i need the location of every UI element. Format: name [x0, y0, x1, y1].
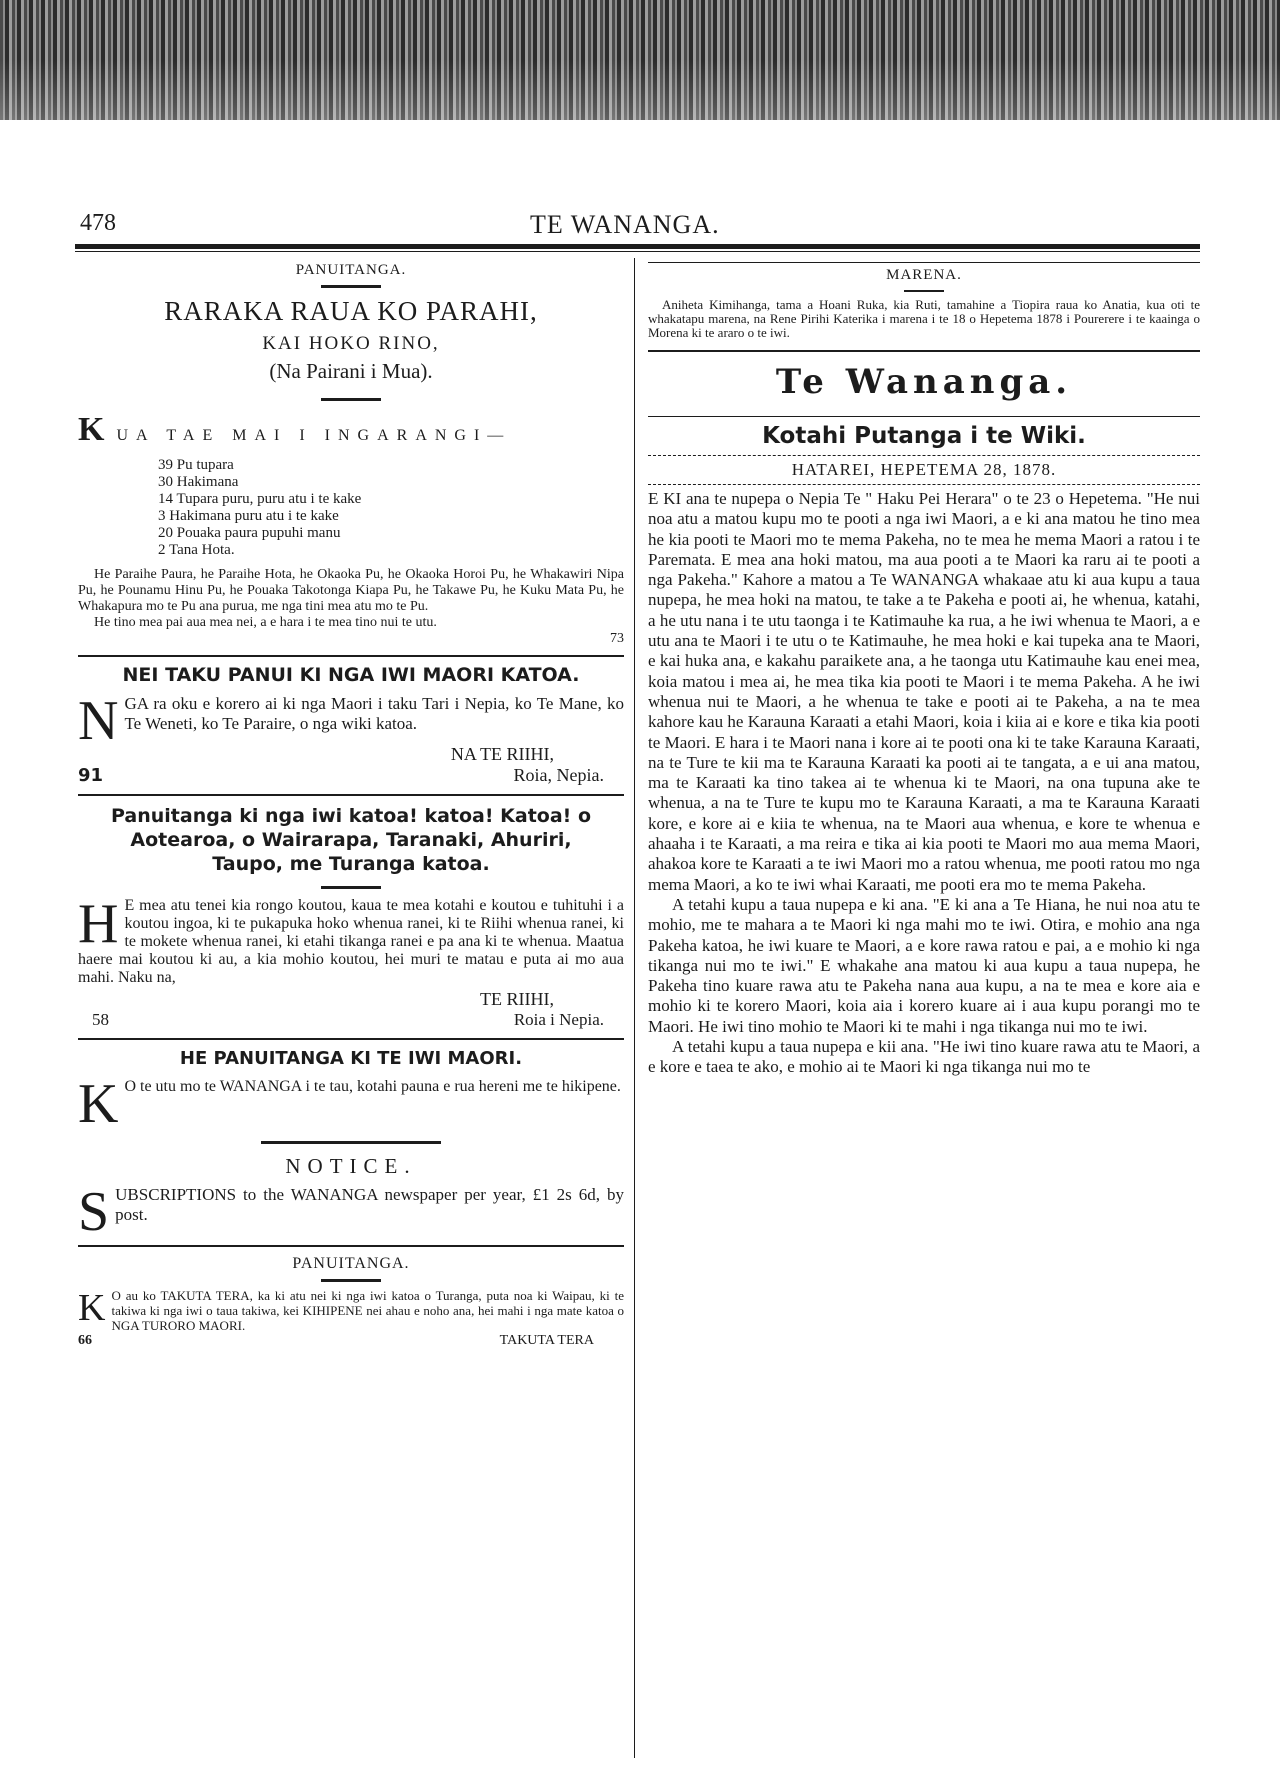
ad-heading: PANUITANGA.: [292, 1255, 410, 1272]
left-column: [78, 262, 624, 1349]
dropcap: S: [78, 1181, 110, 1243]
ad-title: RARAKA RAUA KO PARAHI,: [164, 296, 538, 326]
ad-panuitanga-iwi: [78, 804, 624, 1030]
section-rule: [78, 655, 624, 657]
ad-signer: TE RIIHI,: [480, 989, 554, 1009]
ad-title: HE PANUITANGA KI TE IWI MAORI.: [179, 1048, 523, 1069]
ad-body: He Paraihe Paura, he Paraihe Hota, he Okaoka Pu, he Okaoka Horoi Pu, he Whakawiri Nipa Pu, he Pounamu Hinu Pu, he Pouaka Takotonga Kiapa Pu, he Takawe Pu, he Kuku Mata Pu, he Whakapura mo te Pu ana purua, me nga tini mea atu mo te Pu.: [78, 567, 624, 614]
list-item: 2 Tana Hota.: [158, 542, 235, 558]
dateline: HATAREI, HEPETEMA 28, 1878.: [791, 460, 1057, 479]
divider: [321, 1279, 381, 1282]
ad-heading: PANUITANGA.: [295, 262, 407, 278]
masthead: Te Wananga.: [775, 362, 1073, 402]
ad-place: Roia, Nepia.: [513, 765, 604, 785]
ad-subtitle: KAI HOKO RINO,: [262, 333, 440, 354]
ad-body: GA ra oku e korero ai ki nga Maori i taku Tari i Nepia, ko Te Mane, ko Te Weneti, ko Te Paraire, o nga wiki katoa.: [124, 694, 624, 733]
ad-tail: He tino mea pai aua mea nei, a e hara i te mea tino nui te utu.: [94, 615, 437, 630]
dropcap: K: [78, 1287, 106, 1329]
ad-subtitle-2: (Na Pairani i Mua).: [269, 359, 433, 383]
ad-title: NEI TAKU PANUI KI NGA IWI MAORI KATOA.: [122, 664, 580, 686]
list-item: 30 Hakimana: [158, 474, 239, 490]
list-item: 20 Pouaka paura pupuhi manu: [158, 525, 341, 541]
divider: [321, 398, 381, 401]
marena-body: Aniheta Kimihanga, tama a Hoani Ruka, kia Ruti, tamahine a Tiopira raua ko Anatia, kua oti te whakatapu marena, na Rene Pirihi Katerika i marena i te 18 o Hepetema 1878 i Pourerere i te kaainga o Morena ki te araro o te iwi.: [648, 297, 1200, 340]
header-rule: [75, 244, 1200, 249]
article-paragraph: A tetahi kupu a taua nupepa e kii ana. "He iwi tino kuare rawa atu te Maori, a e kore e taea te ako, e mohio ai te Maori ki nga tikanga nui mo te: [648, 1037, 1200, 1077]
dropcap: K: [78, 1073, 119, 1135]
ad-body: O te utu mo te WANANGA i te tau, kotahi pauna e rua hereni me te hikipene.: [124, 1078, 621, 1095]
ad-number: 58: [92, 1010, 109, 1029]
ad-raraka: [78, 262, 624, 647]
ad-number: 91: [78, 765, 104, 786]
ad-body: E mea atu tenei kia rongo koutou, kaua te mea kotahi e koutou e tuhituhi i a koutou ingoa, ki te pukapuka hoko whenua ranei, ki te Riihi whenua ranei, ki te mokete whenua ranei, ki etahi tikanga ranei e pa ana ki te whenua. Maatua haere mai koutou ki au, a kia mohio koutou, hei muri te matau e puta ai mo aua mahi. Naku na,: [78, 897, 624, 986]
tagline: Kotahi Putanga i te Wiki.: [762, 423, 1086, 449]
ad-signer: TAKUTA TERA: [499, 1333, 594, 1348]
ad-lead: UA TAE MAI I INGARANGI—: [116, 427, 512, 444]
dropcap: H: [78, 893, 119, 955]
ad-body: O au ko TAKUTA TERA, ka ki atu nei ki nga iwi katoa o Turanga, puta noa ki Waipau, ki te takiwa ki nga iwi o taua takiwa, kei KIHIPENE nei ahau e noho ana, hei mahi i nga mate katoa o NGA TURORO MAORI.: [111, 1288, 624, 1333]
section-rule: [78, 1245, 624, 1247]
dropcap: K: [78, 411, 105, 448]
header-rule-thin: [75, 251, 1200, 252]
notice-title: NOTICE.: [285, 1154, 417, 1178]
column-separator: [634, 258, 635, 1758]
section-rule: [78, 794, 624, 796]
notice-body: UBSCRIPTIONS to the WANANGA newspaper per year, £1 2s 6d, by post.: [115, 1185, 624, 1224]
divider: [261, 1141, 441, 1144]
ad-signer: NA TE RIIHI,: [450, 744, 554, 764]
ad-he-panuitanga: [78, 1048, 624, 1135]
section-rule: [648, 350, 1200, 352]
ad-place: Roia i Nepia.: [513, 1010, 604, 1029]
page-header: [70, 206, 1200, 242]
notice: [78, 1154, 624, 1243]
ad-nei-taku-panui: [78, 665, 624, 786]
list-item: 39 Pu tupara: [158, 457, 234, 473]
marena-heading: MARENA.: [886, 267, 962, 283]
dropcap: N: [78, 690, 119, 752]
list-item: 14 Tupara puru, puru atu i te kake: [158, 491, 362, 507]
divider: [321, 285, 381, 288]
ad-takuta-tera: [78, 1255, 624, 1349]
ad-number: 66: [78, 1333, 92, 1348]
scan-edge: [0, 0, 1280, 120]
item-list: [158, 457, 624, 559]
article-paragraph: A tetahi kupu a taua nupepa e ki ana. "E ki ana a Te Hiana, he nui noa atu te mohio, me te mahara a te Maori ki nga mahi mo te iwi. Otira, e mohio ana nga Pakeha katoa, he iwi kuare te Maori, a e kore rawa ratou e pai, a e mohio ki nga tikanga nui mo te iwi." E whakahe ana matou ki aua kupu a taua nupepa, he Pakeha tino kuare rawa atu te Pakeha nana aua kupu, a na te mea e kore aia e mohio ki te korero Maori, koia aia i korero kuare ai i aua kupu porangi mo te Maori. He iwi tino mohio te Maori ki te mahi i nga tikanga nui mo te iwi.: [648, 894, 1200, 1036]
divider: [904, 290, 944, 292]
ad-title: Panuitanga ki nga iwi katoa! katoa! Katoa! o Aotearoa, o Wairarapa, Taranaki, Ahuriri, Taupo, me Turanga katoa.: [110, 805, 591, 875]
paper-title: TE WANANGA.: [530, 210, 720, 239]
section-rule: [78, 1038, 624, 1040]
right-column: [648, 262, 1200, 1078]
page-number: 478: [80, 210, 116, 236]
list-item: 3 Hakimana puru atu i te kake: [158, 508, 339, 524]
ad-number: 73: [610, 631, 624, 646]
article-paragraph: E KI ana te nupepa o Nepia Te " Haku Pei Herara" o te 23 o Hepetema. "He nui noa atu a matou kupu mo te pooti a nga iwi Maori, a e ki ana matou he tino mea he kia pooti te Maori mo te mema Pakeha, no te mea he mema Maori a ratou i te Paremata. E mea ana hoki matou, ma aua pooti a te Maori ka raru ai te pooti a nga Pakeha." Kahore a matou a Te WANANGA whakaae atu ki aua kupu a taua nupepa, he mea hoki na matou, te take a te Pakeha e pooti ai, he whenua, katahi, a he utu nana i te utu taonga i te Katimauhe ka rua, a he iwi whenua te Maori, a e utu ana te Maori i te utu o te Katimauhe, he mea hoki e kai tupeka ana te Maori, e kai huka ana, e kakahu paraikete ana, a he taonga utu Katimauhe kau enei mea, koia matou i mea ai, he mea tika kia pooti te Maori i te mema Pakeha. A he iwi whenua nui te Maori, a he whenua te take e pooti ai te Pakeha, a na te mea kahore kau he Karauna Karaati a etahi Maori, koia i kiia ai e kore e tika kia pooti te Maori. E hara i te Maori nana i kore ai te pooti ona ki te take Karauna Karaati, na te Ture te kii ma te Karauna Karaati ka pooti ai te tangata, a e ui ana matou, ma te Karaati ka tino takea ai te whenua ki te Maori, na ona tupuna ake te whenua, a na te Ture te kupu mo te Karauna Karaati, a ma te Karauna Karaati kore, e kore ai e kiia te whenua, na te Maori aua whenua, e kore te whenua e ahaaha i te Karaati, a ma reira e tika ai kia pooti te Maori mo aua mema Maori, ahakoa kore te Karaati a te iwi Maori mo a ratou whenua, me pooti ratou mo nga mema Maori, a ko te iwi whai Karaati, me pooti era mo te mema Pakeha.: [648, 489, 1200, 894]
divider: [321, 886, 381, 889]
